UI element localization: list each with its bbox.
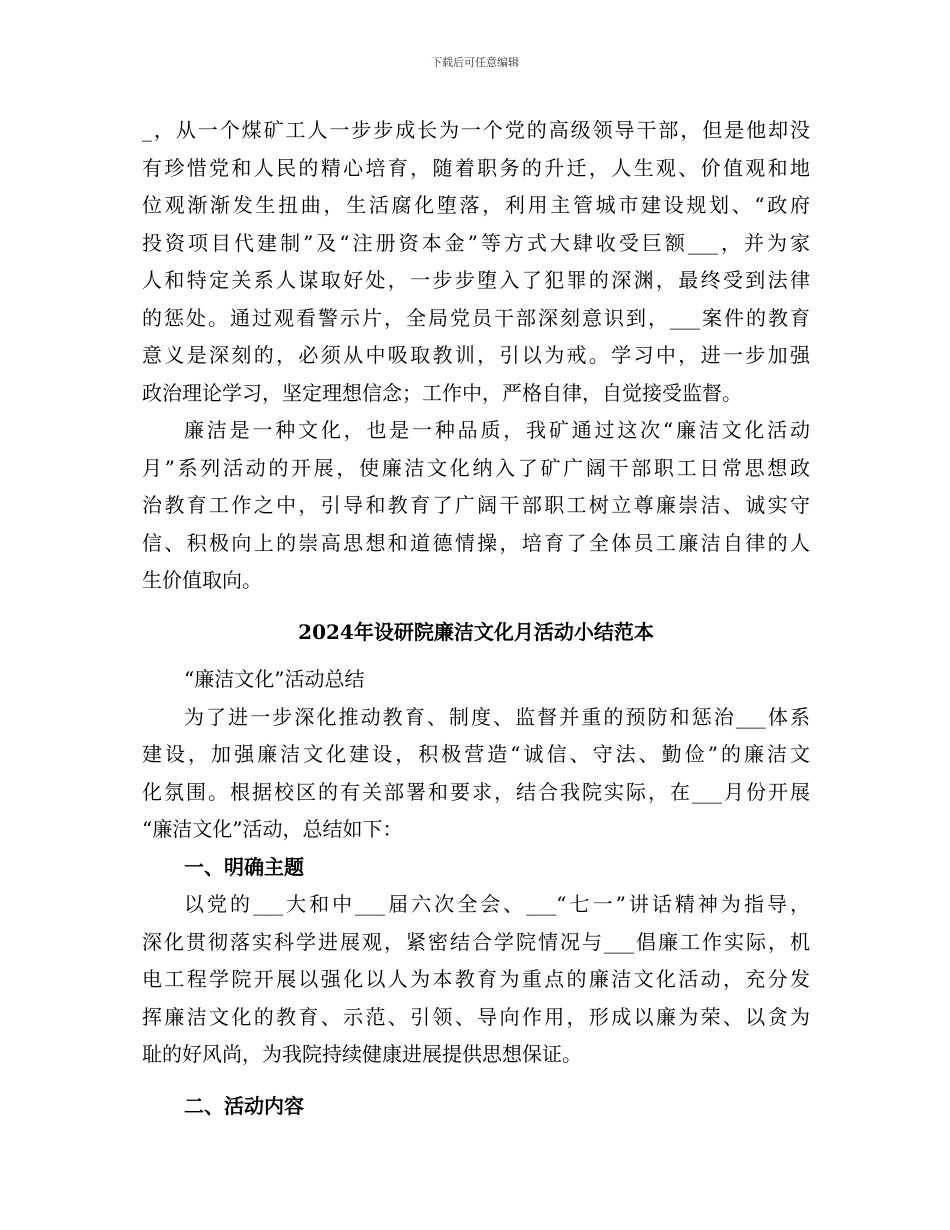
text-line: 有珍惜党和人民的精心培育，随着职务的升迁，人生观、价值观和地 (142, 155, 810, 180)
text-line: 政治理论学习，坚定理想信念；工作中，严格自律，自觉接受监督。 (142, 380, 742, 405)
text-line: 人和特定关系人谋取好处，一步步堕入了犯罪的深渊，最终受到法律 (142, 268, 810, 292)
paragraph-4 (142, 886, 810, 1074)
text-line: 信、积极向上的崇高思想和道德情操，培育了全体员工廉洁自律的人 (142, 530, 810, 555)
text-line: 耻的好风尚，为我院持续健康进展提供思想保证。 (142, 1042, 582, 1066)
document-body (142, 112, 810, 1125)
text-line: 深化贯彻落实科学进展观，紧密结合学院情况与___倡廉工作实际，机 (142, 929, 810, 954)
text-line: 月”系列活动的开展，使廉洁文化纳入了矿广阔干部职工日常思想政 (142, 455, 810, 480)
text-line: 电工程学院开展以强化以人为本教育为重点的廉洁文化活动，充分发 (142, 967, 810, 991)
paragraph-2 (142, 412, 810, 600)
header-note: 下载后可任意编辑 (431, 56, 519, 69)
text-line: 化氛围。根据校区的有关部署和要求，结合我院实际，在___月份开展 (142, 779, 810, 804)
text-line: 生价值取向。 (142, 568, 262, 592)
text-line: 位观渐渐发生扭曲，生活腐化堕落，利用主管城市建设规划、“政府 (142, 193, 810, 217)
text-line: _，从一个煤矿工人一步步成长为一个党的高级领导干部，但是他却没 (142, 118, 810, 142)
text-line: 为了进一步深化推动教育、制度、监督并重的预防和惩治___体系 (184, 704, 810, 729)
paragraph-3 (142, 699, 810, 849)
text-line: “廉洁文化”活动，总结如下： (142, 817, 403, 841)
heading-clarify-theme: 一、明确主题 (184, 854, 304, 879)
text-line: 意义是深刻的，必须从中吸取教训，引以为戒。学习中，进一步加强 (142, 343, 810, 367)
text-line: 建设，加强廉洁文化建设，积极营造“诚信、守法、勤俭”的廉洁文 (142, 742, 810, 766)
text-line: 廉洁是一种文化，也是一种品质，我矿通过这次“廉洁文化活动 (184, 418, 810, 442)
text-line: 的惩处。通过观看警示片，全局党员干部深刻意识到，___案件的教育 (142, 305, 810, 330)
heading-activity-content: 二、活动内容 (184, 1093, 304, 1118)
text-line: 挥廉洁文化的教育、示范、引领、导向作用，形成以廉为荣、以贪为 (142, 1004, 810, 1029)
spacer (142, 1074, 810, 1088)
section-title: 2024年设研院廉洁文化月活动小结范本 (298, 619, 654, 644)
subtitle: “廉洁文化”活动总结 (184, 667, 365, 691)
text-line: 治教育工作之中，引导和教育了广阔干部职工树立尊廉崇洁、诚实守 (142, 493, 810, 517)
paragraph-1 (142, 112, 810, 412)
text-line: 以党的___大和中___届六次全会、___“七一”讲话精神为指导， (184, 892, 810, 916)
text-line: 投资项目代建制”及“注册资本金”等方式大肆收受巨额___，并为家 (142, 230, 810, 255)
